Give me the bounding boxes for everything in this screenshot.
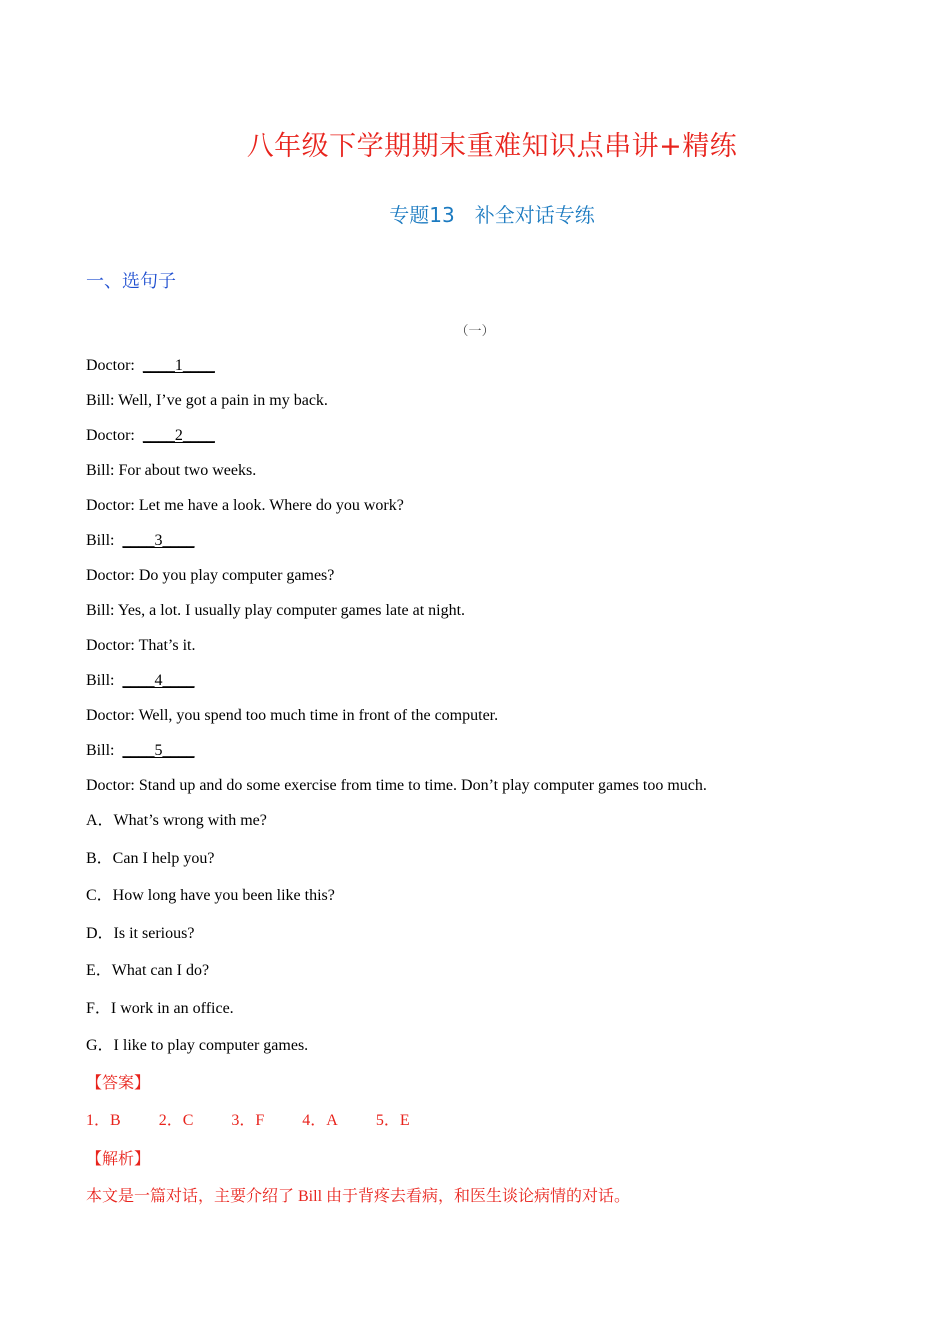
part-label: （一） bbox=[455, 323, 495, 338]
dialogue-line bbox=[86, 426, 215, 446]
dialogue-line: Bill: For about two weeks. bbox=[86, 462, 257, 479]
dialogue-line: Bill: Well, I’ve got a pain in my back. bbox=[86, 392, 328, 409]
dialogue-line: Bill: Yes, a lot. I usually play computer games late at night. bbox=[86, 602, 466, 619]
analysis-label: 【解析】 bbox=[86, 1151, 151, 1168]
dialogue-line: Doctor: Let me have a look. Where do you work? bbox=[86, 497, 404, 514]
speaker: Bill: bbox=[86, 742, 115, 759]
speaker: Doctor: bbox=[86, 357, 135, 374]
dialogue-line: Doctor: Well, you spend too much time in front of the computer. bbox=[86, 707, 499, 724]
page-title: 八年级下学期期末重难知识点串讲+精练 bbox=[246, 131, 738, 162]
answer-item: 5．E bbox=[375, 1112, 410, 1129]
answer-blank: ____4____ bbox=[122, 672, 195, 689]
speaker: Doctor: bbox=[86, 427, 135, 444]
dialogue-line bbox=[86, 671, 194, 691]
answer-blank: ____2____ bbox=[142, 427, 215, 444]
analysis-text: 本文是一篇对话，主要介绍了 Bill 由于背疼去看病，和医生谈论病情的对话。 bbox=[86, 1188, 631, 1205]
option-item: E．What can I do? bbox=[86, 962, 210, 979]
answer-label: 【答案】 bbox=[86, 1075, 151, 1092]
dialogue-line bbox=[86, 531, 194, 551]
answer-item: 3．F bbox=[231, 1112, 265, 1129]
speaker: Bill: bbox=[86, 532, 115, 549]
dialogue-line bbox=[86, 741, 194, 761]
option-item: G．I like to play computer games. bbox=[86, 1037, 309, 1054]
option-item: D．Is it serious? bbox=[86, 925, 195, 942]
option-item: B．Can I help you? bbox=[86, 850, 215, 867]
answer-item: 1．B bbox=[86, 1112, 121, 1129]
option-item: C．How long have you been like this? bbox=[86, 887, 335, 904]
answer-blank: ____5____ bbox=[122, 742, 195, 759]
section-heading: 一、选句子 bbox=[86, 271, 176, 292]
page-subtitle: 专题13 补全对话专练 bbox=[389, 203, 595, 227]
dialogue-line bbox=[86, 356, 215, 376]
answer-row bbox=[86, 1111, 410, 1131]
answer-blank: ____1____ bbox=[142, 357, 215, 374]
answer-item: 2．C bbox=[158, 1112, 194, 1129]
option-item: F．I work in an office. bbox=[86, 1000, 234, 1017]
answer-blank: ____3____ bbox=[122, 532, 195, 549]
speaker: Bill: bbox=[86, 672, 115, 689]
dialogue-line: Doctor: Do you play computer games? bbox=[86, 567, 335, 584]
dialogue-line: Doctor: Stand up and do some exercise from time to time. Don’t play computer games too much. bbox=[86, 777, 707, 794]
option-item: A．What’s wrong with me? bbox=[86, 812, 267, 829]
dialogue-line: Doctor: That’s it. bbox=[86, 637, 196, 654]
answer-item: 4．A bbox=[302, 1112, 338, 1129]
